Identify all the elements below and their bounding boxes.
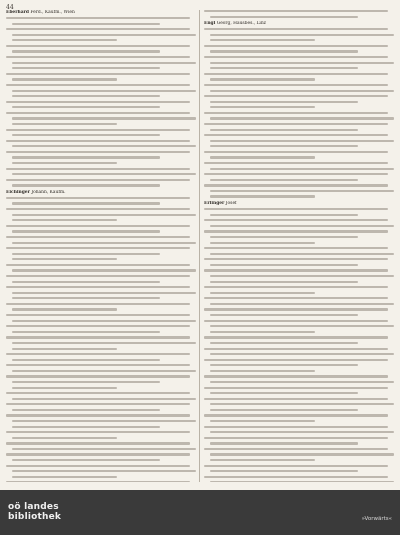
right-text-column (204, 10, 394, 482)
entry-name: Engl (204, 21, 216, 27)
column-divider (199, 10, 200, 482)
directory-entry (204, 21, 394, 27)
entry-text: Ferd., Kaufm., Wien (30, 10, 75, 15)
entry-name: Eberhard (6, 10, 29, 15)
page-number: 44 (6, 4, 14, 11)
entry-name: Erlinger (204, 201, 225, 207)
viewer-footer (0, 490, 400, 535)
entry-text: Georg, Hausbes., Linz (216, 21, 266, 27)
entry-text: Josef (225, 201, 237, 207)
directory-entry (204, 201, 394, 207)
library-logo (8, 502, 61, 522)
entry-text: Johann, Kaufm. (31, 189, 66, 195)
directory-entry (6, 10, 196, 16)
logo-line-2: bibliothek (8, 512, 62, 522)
directory-entry (6, 190, 196, 196)
left-text-column (6, 10, 196, 482)
viewer-link[interactable]: »Vorwärts« (361, 516, 392, 522)
logo-line-1: oö landes (8, 502, 59, 512)
entry-name: Eichinger (6, 189, 30, 195)
